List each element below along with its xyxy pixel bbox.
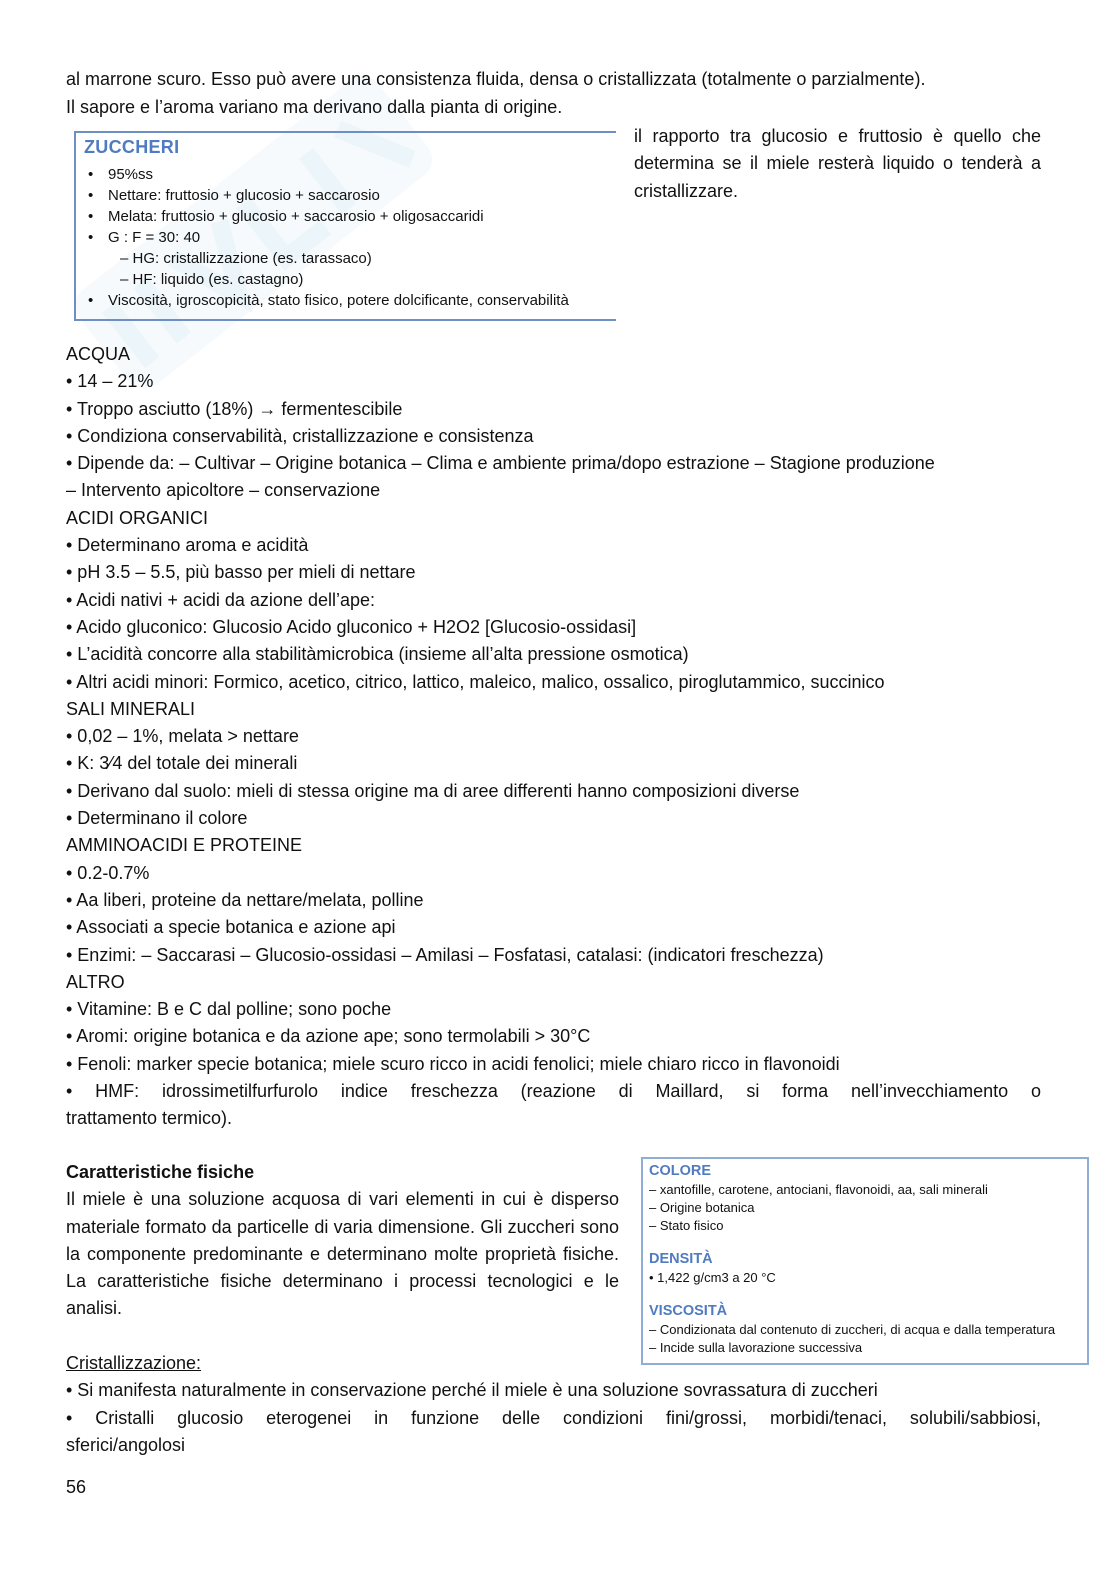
list-item: – Origine botanica xyxy=(649,1200,755,1215)
list-item-continuation: sferici/angolosi xyxy=(66,1434,186,1455)
section-title-acqua: ACQUA xyxy=(66,344,131,364)
intro-line-1: al marrone scuro. Esso può avere una consistenza fluida, densa o cristallizzata (totalmente o parzialmente). xyxy=(66,69,926,89)
list-item: • Nettare: fruttosio + glucosio + saccarosio xyxy=(84,185,616,206)
list-item: – Stato fisico xyxy=(649,1218,724,1233)
section-title-physical: Caratteristiche fisiche xyxy=(66,1162,255,1182)
physical-paragraph: Il miele è una soluzione acquosa di vari elementi in cui è disperso materiale formato da particelle di varia dimensione. Gli zuccheri sono la componente predominante e determinano molte proprietà fisiche. La caratteristiche fisiche determinano i processi tecnologici e le analisi. xyxy=(66,1189,619,1319)
list-item: • Si manifesta naturalmente in conservazione perché il miele è una soluzione sovrassatura di zuccheri xyxy=(66,1380,878,1401)
list-item: – HG: cristallizzazione (es. tarassaco) xyxy=(120,250,372,267)
list-item: • 14 – 21% xyxy=(66,371,154,392)
list-item: – HF: liquido (es. castagno) xyxy=(120,271,304,288)
list-item: • Altri acidi minori: Formico, acetico, citrico, lattico, maleico, malico, ossalico, piroglutammico, succinico xyxy=(66,671,885,692)
section-title-acidi: ACIDI ORGANICI xyxy=(66,507,209,528)
list-item-continuation: trattamento termico). xyxy=(66,1108,233,1129)
section-title-crystallization: Cristallizzazione: xyxy=(66,1353,202,1373)
section-title-amminoacidi: AMMINOACIDI E PROTEINE xyxy=(66,835,303,856)
list-item: • K: 3⁄4 del totale dei minerali xyxy=(66,753,298,774)
list-item: • Acido gluconico: Glucosio Acido gluconico + H2O2 [Glucosio-ossidasi] xyxy=(66,616,637,637)
viscosita-title: VISCOSITÀ xyxy=(649,1303,728,1319)
list-item: • Cristalli glucosio eterogenei in funzione delle condizioni fini/grossi, morbidi/tenaci, solubili/sabbiosi, xyxy=(66,1407,1041,1428)
list-item: • Determinano aroma e acidità xyxy=(66,535,309,556)
side-paragraph: il rapporto tra glucosio e fruttosio è quello che determina se il miele resterà liquido o tenderà a cristallizzare. xyxy=(634,126,1041,201)
list-item: – Condizionata dal contenuto di zuccheri, di acqua e dalla temperatura xyxy=(649,1322,1056,1337)
list-item: • Dipende da: – Cultivar – Origine botanica – Clima e ambiente prima/dopo estrazione – Stagione produzione xyxy=(66,453,935,474)
list-item: • Condiziona conservabilità, cristallizzazione e consistenza xyxy=(66,425,534,446)
list-item: • Aromi: origine botanica e da azione ape; sono termolabili > 30°C xyxy=(66,1026,591,1047)
list-item: • HMF: idrossimetilfurfurolo indice freschezza (reazione di Maillard, si forma nell’invecchiamento o xyxy=(66,1081,1041,1102)
properties-box xyxy=(641,1157,1089,1365)
crystallization-section xyxy=(66,1350,1041,1459)
list-item: • L’acidità concorre alla stabilitàmicrobica (insieme all’alta pressione osmotica) xyxy=(66,644,689,665)
list-item: • G : F = 30: 40 xyxy=(84,227,616,248)
colore-title: COLORE xyxy=(649,1163,712,1179)
list-item: • Enzimi: – Saccarasi – Glucosio-ossidasi – Amilasi – Fosfatasi, catalasi: (indicatori freschezza) xyxy=(66,944,824,965)
list-item: • 1,422 g/cm3 a 20 °C xyxy=(649,1270,776,1285)
sugars-box xyxy=(74,131,616,321)
densita-title: DENSITÀ xyxy=(649,1251,713,1267)
sugars-list xyxy=(84,164,616,311)
list-item: • Viscosità, igroscopicità, stato fisico, potere dolcificante, conservabilità xyxy=(84,290,616,311)
list-item: • 0.2-0.7% xyxy=(66,862,150,883)
sugars-box-title: ZUCCHERI xyxy=(84,137,180,157)
physical-characteristics xyxy=(66,1159,619,1323)
list-item: • Fenoli: marker specie botanica; miele scuro ricco in acidi fenolici; miele chiaro ricco in flavonoidi xyxy=(66,1053,840,1074)
list-item: • Vitamine: B e C dal polline; sono poche xyxy=(66,999,392,1020)
intro-line-2: Il sapore e l’aroma variano ma derivano dalla pianta di origine. xyxy=(66,96,563,117)
list-item: – Incide sulla lavorazione successiva xyxy=(649,1340,863,1355)
page-number: 56 xyxy=(66,1477,87,1497)
list-item: • 0,02 – 1%, melata > nettare xyxy=(66,726,299,747)
list-item: • Acidi nativi + acidi da azione dell’ape: xyxy=(66,589,375,610)
list-item: – Intervento apicoltore – conservazione xyxy=(66,480,381,501)
list-item: • Derivano dal suolo: mieli di stessa origine ma di aree differenti hanno composizioni diverse xyxy=(66,780,800,801)
list-item: • Determinano il colore xyxy=(66,808,248,829)
list-item: • Melata: fruttosio + glucosio + saccarosio + oligosaccaridi xyxy=(84,206,616,227)
section-title-altro: ALTRO xyxy=(66,971,125,992)
list-item: • pH 3.5 – 5.5, più basso per mieli di nettare xyxy=(66,562,416,583)
composition-sections xyxy=(66,341,1041,1133)
list-item: • Troppo asciutto (18%) → fermentescibile xyxy=(66,398,403,419)
list-item: – xantofille, carotene, antociani, flavonoidi, aa, sali minerali xyxy=(649,1182,988,1197)
list-item: • Associati a specie botanica e azione api xyxy=(66,917,396,938)
section-title-sali: SALI MINERALI xyxy=(66,698,196,719)
list-item: • Aa liberi, proteine da nettare/melata, polline xyxy=(66,889,424,910)
list-item: • 95%ss xyxy=(84,164,616,185)
